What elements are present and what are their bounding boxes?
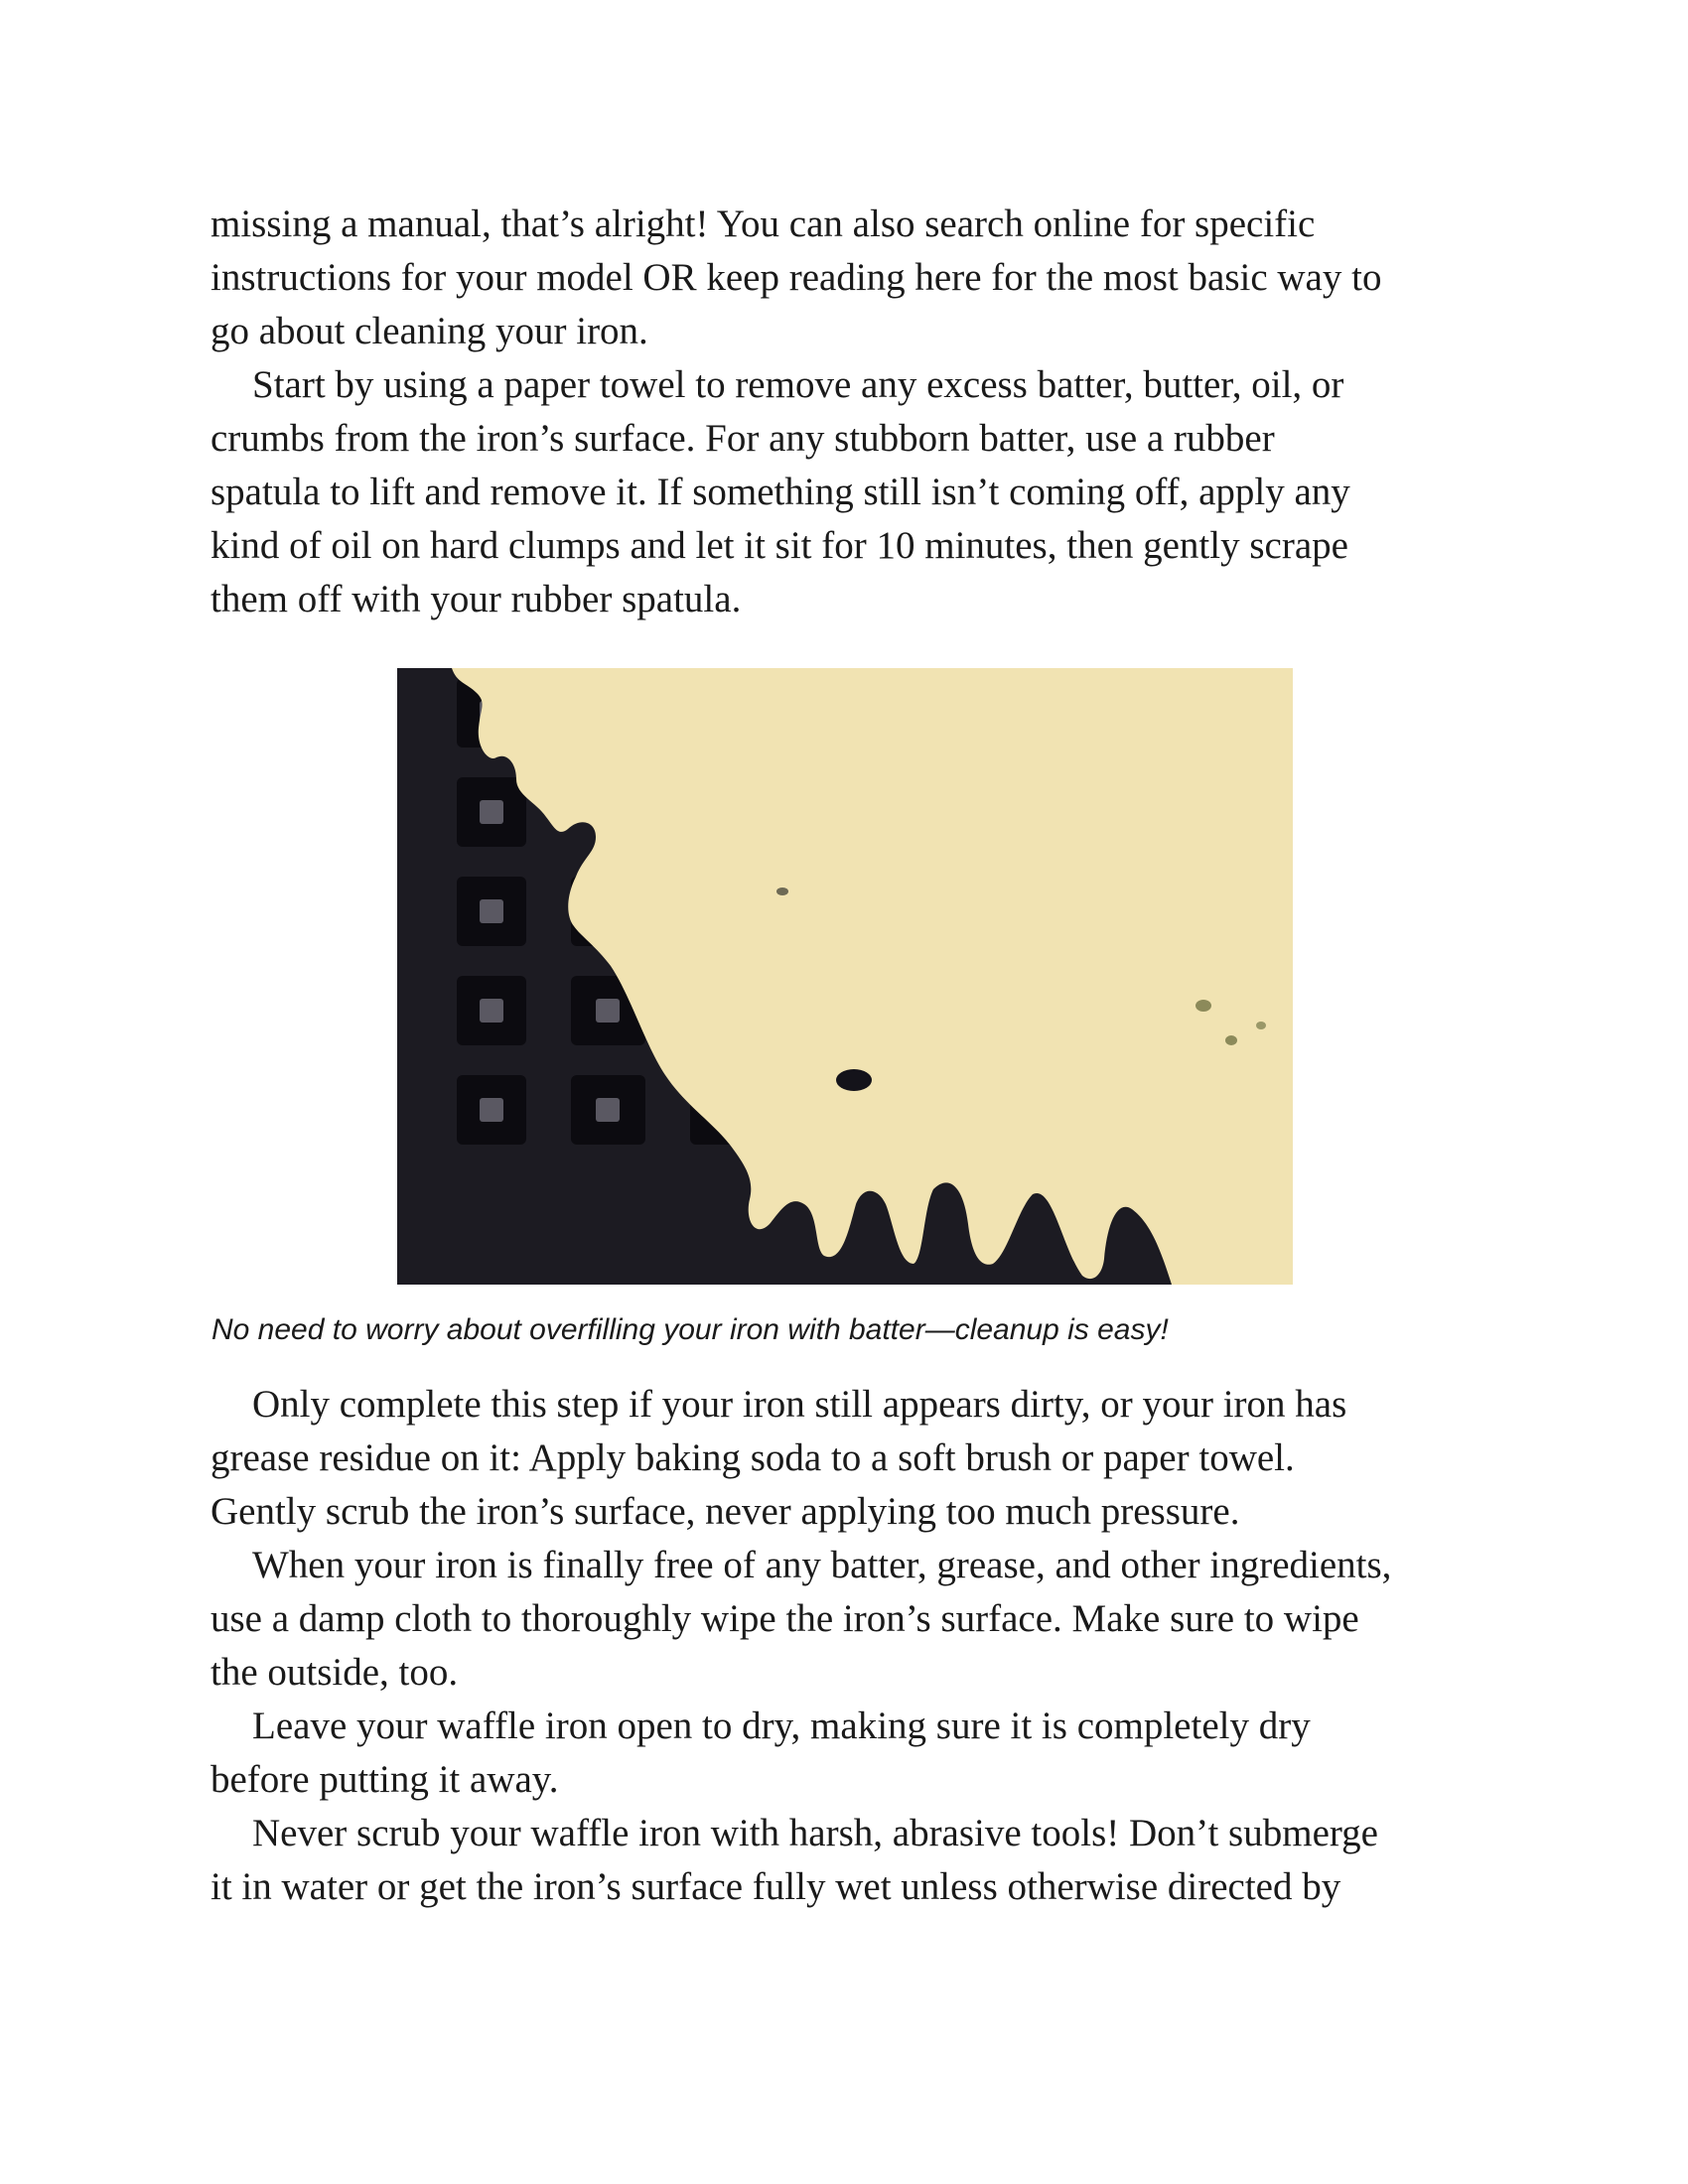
wipe-paragraph: [211, 1539, 1501, 1700]
text-line: them off with your rubber spatula.: [211, 578, 742, 620]
dry-paragraph: [211, 1700, 1501, 1807]
waffle-iron-illustration: [397, 668, 1293, 1285]
text-line: Start by using a paper towel to remove any excess batter, butter, oil, or: [252, 363, 1344, 406]
text-line: before putting it away.: [211, 1758, 559, 1801]
text-line: instructions for your model OR keep reading here for the most basic way to: [211, 256, 1382, 299]
text-line: Never scrub your waffle iron with harsh, abrasive tools! Don’t submerge: [252, 1812, 1378, 1854]
text-line: When your iron is finally free of any batter, grease, and other ingredients,: [252, 1544, 1392, 1586]
photo-caption: No need to worry about overfilling your iron with batter—cleanup is easy!: [211, 1313, 1169, 1346]
intro-paragraph: [211, 198, 1501, 358]
text-line: Leave your waffle iron open to dry, making sure it is completely dry: [252, 1705, 1311, 1747]
text-line: grease residue on it: Apply baking soda to a soft brush or paper towel.: [211, 1436, 1295, 1479]
text-line: Gently scrub the iron’s surface, never applying too much pressure.: [211, 1490, 1240, 1533]
text-line: the outside, too.: [211, 1651, 459, 1694]
warning-paragraph: [211, 1807, 1501, 1914]
baking-soda-paragraph: [211, 1378, 1501, 1539]
text-line: crumbs from the iron’s surface. For any stubborn batter, use a rubber: [211, 417, 1275, 460]
text-line: it in water or get the iron’s surface fully wet unless otherwise directed by: [211, 1865, 1341, 1908]
text-line: missing a manual, that’s alright! You can also search online for specific: [211, 203, 1316, 245]
text-line: kind of oil on hard clumps and let it sit for 10 minutes, then gently scrape: [211, 524, 1348, 567]
steps-after-section: [211, 1378, 1501, 1914]
text-line: use a damp cloth to thoroughly wipe the iron’s surface. Make sure to wipe: [211, 1597, 1359, 1640]
text-line: go about cleaning your iron.: [211, 310, 648, 352]
text-line: Only complete this step if your iron still appears dirty, or your iron has: [252, 1383, 1347, 1426]
remove-batter-paragraph: [211, 358, 1501, 626]
text-line: spatula to lift and remove it. If something still isn’t coming off, apply any: [211, 471, 1350, 513]
waffle-iron-photo: [397, 668, 1293, 1285]
